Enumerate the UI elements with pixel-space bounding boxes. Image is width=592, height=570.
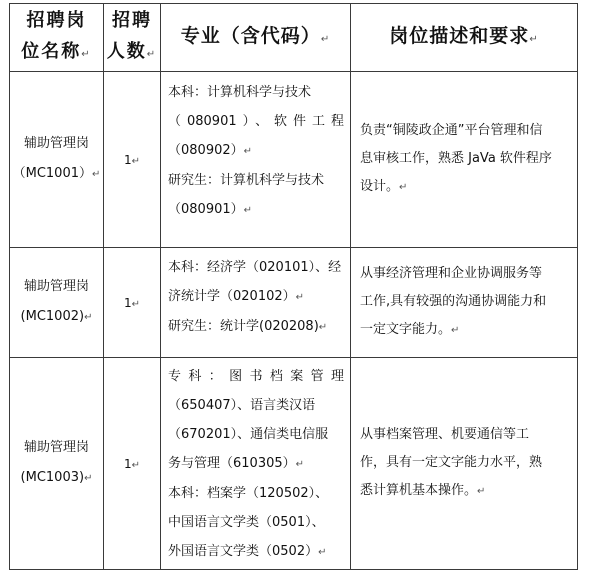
- post-name-cell: 辅助管理岗 (MC1002)↵: [10, 248, 104, 358]
- table-row: [10, 248, 578, 358]
- major-cell: 专科：图书档案管理 （650407）、语言类汉语 （670201）、通信类电信服 务与管理（610305）↵ 本科：档案学（120502）、 中国语言文学类（0501）、 外国语言文学类（0502）↵: [161, 358, 351, 570]
- header-row: [10, 4, 578, 72]
- count-cell: 1↵: [104, 358, 161, 570]
- table-row: [10, 358, 578, 570]
- header-major: 专业（含代码）↵: [161, 4, 351, 72]
- paragraph-mark: ↵: [320, 33, 331, 45]
- paragraph-mark: ↵: [146, 49, 158, 60]
- post-name-cell: 辅助管理岗 (MC1003)↵: [10, 358, 104, 570]
- post-name-cell: 辅助管理岗 （MC1001）↵: [10, 72, 104, 248]
- header-count: 招聘 人数↵: [104, 4, 161, 72]
- major-cell: 本科：计算机科学与技术 （080901）、软件工程 （080902）↵ 研究生：计算机科学与技术 （080901）↵: [161, 72, 351, 248]
- header-description: 岗位描述和要求↵: [351, 4, 578, 72]
- count-cell: 1↵: [104, 248, 161, 358]
- count-cell: 1↵: [104, 72, 161, 248]
- paragraph-mark: ↵: [81, 49, 92, 60]
- description-cell: 负责“铜陵政企通”平台管理和信 息审核工作，熟悉 JaVa 软件程序 设计。↵: [351, 72, 578, 248]
- description-cell: 从事档案管理、机要通信等工 作，具有一定文字能力水平，熟 悉计算机基本操作。↵: [351, 358, 578, 570]
- major-cell: 本科：经济学（020101）、经 济统计学（020102）↵ 研究生：统计学(020208)↵: [161, 248, 351, 358]
- table-row: [10, 72, 578, 248]
- description-cell: 从事经济管理和企业协调服务等 工作,具有较强的沟通协调能力和 一定文字能力。↵: [351, 248, 578, 358]
- paragraph-mark: ↵: [529, 33, 539, 45]
- recruitment-table: [9, 3, 578, 570]
- header-post-name: 招聘岗 位名称↵: [10, 4, 104, 72]
